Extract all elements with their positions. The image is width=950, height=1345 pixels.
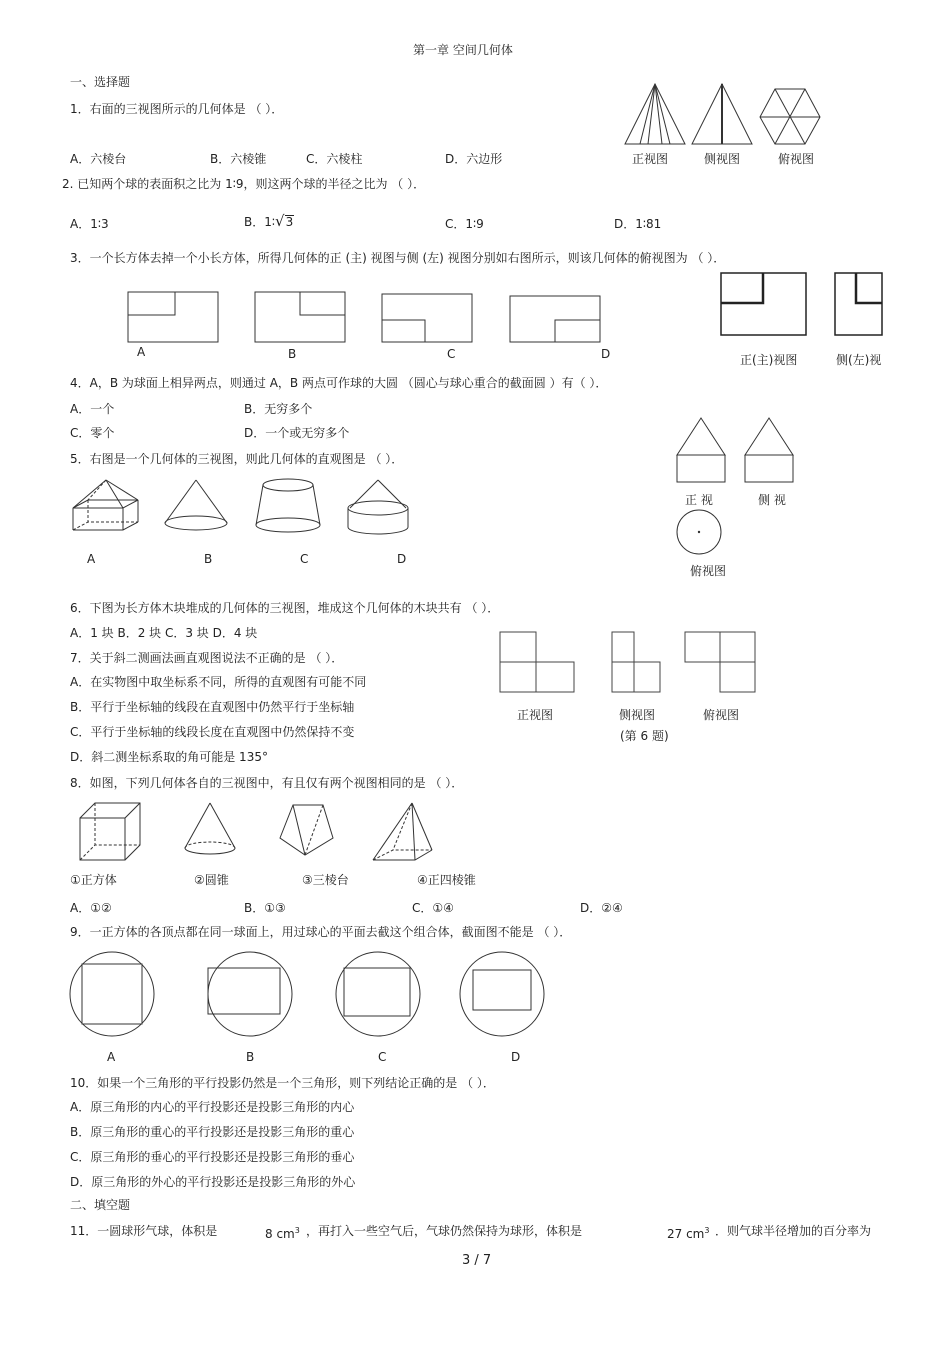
q3-option-c-label: C [447, 347, 456, 361]
q5-option-c-label: C [300, 552, 309, 566]
q8-option-a: A．①② [70, 901, 112, 915]
page-title: 第一章 空间几何体 [413, 43, 513, 57]
q1-option-b: B．六棱锥 [210, 152, 267, 166]
q7-option-d: D．斜二测坐标系取的角可能是 135° [70, 750, 268, 764]
q1-top-view-label: 俯视图 [778, 152, 815, 166]
q2-stem: 2. 已知两个球的表面积之比为 1∶9，则这两个球的半径之比为 （ ）． [62, 177, 426, 191]
q8-shape-2-label: ②圆锥 [194, 873, 229, 887]
q2-option-d: D．1∶81 [614, 217, 662, 231]
q5-options-figure [68, 475, 418, 540]
q9-option-c-label: C [378, 1050, 387, 1064]
q5-top-view-label: 俯视图 [690, 564, 727, 578]
q10-stem: 10．如果一个三角形的平行投影仍然是一个三角形，则下列结论正确的是 （ ）． [70, 1076, 495, 1090]
q5-option-b-label: B [204, 552, 213, 566]
q1-option-d: D．六边形 [445, 152, 503, 166]
q11-part-3: ．则气球半径增加的百分率为 [715, 1224, 872, 1238]
q8-option-b: B．①③ [244, 901, 286, 915]
q7-option-b: B．平行于坐标轴的线段在直观图中仍然平行于坐标轴 [70, 700, 355, 714]
q11-volume-2 [667, 1224, 709, 1241]
q10-option-d: D．原三角形的外心的平行投影还是投影三角形的外心 [70, 1175, 356, 1189]
q3-side-view-label: 侧(左)视 [836, 353, 882, 367]
q2-option-b-radicand: 3 [285, 215, 294, 229]
q4-option-a: A．一个 [70, 402, 115, 416]
q11-volume-1-value: 8 cm [265, 1227, 295, 1241]
q3-front-view-label: 正(主)视图 [740, 353, 798, 367]
q7-option-c: C．平行于坐标轴的线段长度在直观图中仍然保持不变 [70, 725, 355, 739]
q5-option-a-label: A [87, 552, 96, 566]
q8-shape-3-label: ③三棱台 [302, 873, 349, 887]
q8-option-d: D．②④ [580, 901, 623, 915]
q6-top-view-label: 俯视图 [703, 708, 740, 722]
q6-figure-caption: (第 6 题) [620, 729, 669, 743]
q1-option-a: A．六棱台 [70, 152, 127, 166]
page-number: 3 / 7 [462, 1253, 492, 1268]
q5-side-view-label: 侧 视 [758, 493, 786, 507]
q5-three-views-figure [672, 415, 802, 555]
q9-option-b-label: B [246, 1050, 255, 1064]
q1-option-c: C．六棱柱 [306, 152, 363, 166]
q5-option-d-label: D [397, 552, 407, 566]
q6-front-view-label: 正视图 [517, 708, 554, 722]
q9-cross-sections-figure [68, 950, 558, 1040]
q6-options: A．1 块 B．2 块 C．3 块 D．4 块 [70, 626, 258, 640]
q9-option-a-label: A [107, 1050, 116, 1064]
q8-solids-figure [75, 800, 445, 865]
q1-front-view-label: 正视图 [632, 152, 669, 166]
q6-side-view-label: 侧视图 [619, 708, 656, 722]
q5-stem: 5．右图是一个几何体的三视图，则此几何体的直观图是 （ ）． [70, 452, 404, 466]
q2-option-b-prefix: B．1∶ [244, 215, 275, 229]
q1-three-views-figure [620, 80, 830, 150]
q9-option-d-label: D [511, 1050, 521, 1064]
q3-options-figure [125, 290, 605, 345]
q8-shape-1-label: ①正方体 [70, 873, 117, 887]
q10-option-a: A．原三角形的内心的平行投影还是投影三角形的内心 [70, 1100, 355, 1114]
q11-volume-1 [265, 1224, 300, 1241]
q1-side-view-label: 侧视图 [704, 152, 741, 166]
q3-option-a-label: A [137, 345, 146, 359]
q3-option-d-label: D [601, 347, 611, 361]
q3-option-b-label: B [288, 347, 297, 361]
q9-stem: 9．一正方体的各顶点都在同一球面上，用过球心的平面去截这个组合体，截面图不能是 （ ）． [70, 925, 572, 939]
section-heading-choice: 一、选择题 [70, 75, 131, 89]
q2-option-a: A．1∶3 [70, 217, 109, 231]
q5-front-view-label: 正 视 [685, 493, 713, 507]
q7-stem: 7．关于斜二测画法画直观图说法不正确的是 （ ）． [70, 651, 344, 665]
q10-option-b: B．原三角形的重心的平行投影还是投影三角形的重心 [70, 1125, 355, 1139]
q8-stem: 8．如图，下列几何体各自的三视图中，有且仅有两个视图相同的是 （ ）． [70, 776, 464, 790]
q10-option-c: C．原三角形的垂心的平行投影还是投影三角形的垂心 [70, 1150, 355, 1164]
q11-part-2: ，再打入一些空气后，气球仍然保持为球形，体积是 [306, 1224, 583, 1238]
q8-shape-4-label: ④正四棱锥 [417, 873, 476, 887]
section-heading-fill: 二、填空题 [70, 1198, 131, 1212]
q4-option-c: C．零个 [70, 426, 115, 440]
q3-stem: 3．一个长方体去掉一个小长方体，所得几何体的正 (主) 视图与侧 (左) 视图分别如右图所示，则该几何体的俯视图为 （ ）． [70, 251, 726, 265]
q2-option-b: B．1∶√3 [244, 212, 294, 230]
q11-volume-2-value: 27 cm [667, 1227, 705, 1241]
q4-stem: 4．A，B 为球面上相异两点，则通过 A，B 两点可作球的大圆 （圆心与球心重合的截面圆 ）有（ ）． [70, 376, 608, 390]
q6-three-views-figure [498, 630, 763, 695]
q6-stem: 6．下图为长方体木块堆成的几何体的三视图，堆成这个几何体的木块共有 （ ）． [70, 601, 500, 615]
q8-option-c: C．①④ [412, 901, 454, 915]
q3-given-views-figure [718, 270, 888, 340]
q11-volume-1-exponent: 3 [294, 1226, 300, 1235]
q1-stem: 1．右面的三视图所示的几何体是 （ ）． [70, 102, 284, 116]
q4-option-b: B．无穷多个 [244, 402, 313, 416]
q11-part-1: 11．一圆球形气球，体积是 [70, 1224, 218, 1238]
q2-option-c: C．1∶9 [445, 217, 484, 231]
q4-option-d: D．一个或无穷多个 [244, 426, 350, 440]
q7-option-a: A．在实物图中取坐标系不同，所得的直观图有可能不同 [70, 675, 367, 689]
q11-volume-2-exponent: 3 [704, 1226, 710, 1235]
